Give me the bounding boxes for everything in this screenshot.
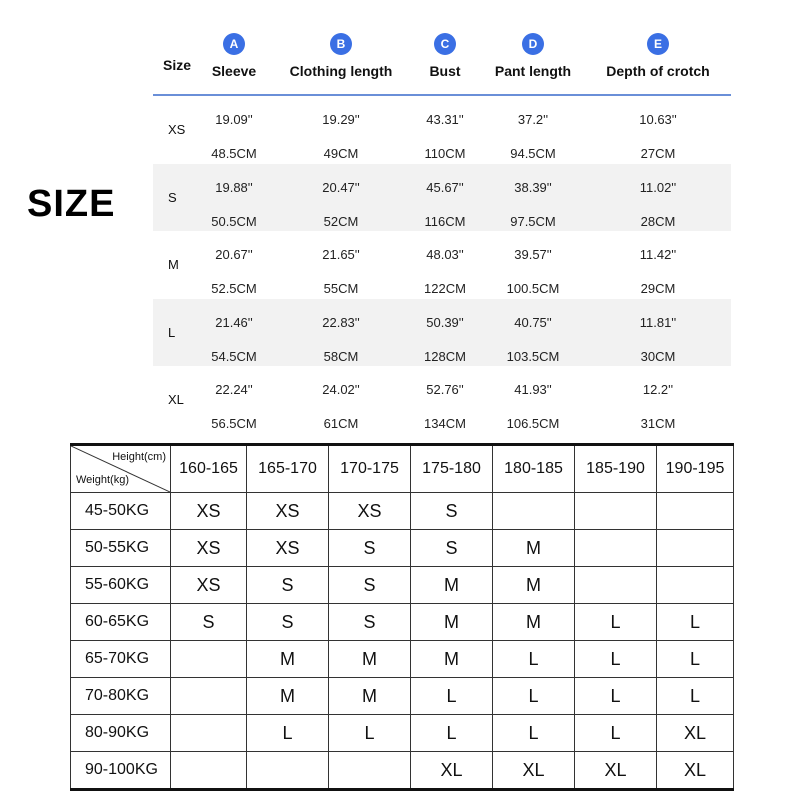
weight-range-label: 45-50KG [71,493,171,530]
size-recommendation-cell: S [329,530,411,567]
size-recommendation-cell: L [657,678,734,715]
size-recommendation-cell: M [411,604,493,641]
value-cm: 134CM [424,416,466,431]
fit-chart-row [71,641,734,678]
column-badge: E [647,33,669,55]
size-recommendation-cell [657,493,734,530]
value-inches: 39.57'' [514,247,552,262]
column-badge: B [330,33,352,55]
measurement-row [153,96,731,164]
size-recommendation-cell: M [493,604,575,641]
value-inches: 43.31'' [426,112,464,127]
row-size-label: S [168,189,177,205]
value-inches: 21.65'' [322,247,360,262]
fit-chart-corner [71,445,171,493]
size-recommendation-cell: S [171,604,247,641]
fit-chart-header-row [71,445,734,493]
value-cm: 48.5CM [211,146,257,161]
size-recommendation-cell: S [247,567,329,604]
size-recommendation-cell: XL [657,752,734,790]
value-cm: 58CM [323,348,359,364]
size-recommendation-cell: L [575,641,657,678]
size-recommendation-cell: L [575,715,657,752]
measurement-header [153,30,731,96]
size-recommendation-cell [493,493,575,530]
size-recommendation-cell: L [493,715,575,752]
size-recommendation-cell [171,752,247,790]
weight-range-label: 90-100KG [71,752,171,790]
size-recommendation-cell: M [411,641,493,678]
value-inches: 12.2'' [642,382,674,397]
value-cm: 27CM [640,146,676,161]
value-cm: 97.5CM [510,213,556,229]
weight-range-label: 60-65KG [71,604,171,641]
size-recommendation-cell: L [329,715,411,752]
value-cm: 106.5CM [506,416,560,431]
size-recommendation-cell: XL [575,752,657,790]
size-recommendation-cell [329,752,411,790]
column-header-0 [189,30,279,79]
height-range-header: 185-190 [575,445,657,493]
size-recommendation-cell: XS [171,493,247,530]
size-recommendation-cell: L [575,678,657,715]
fit-chart-row [71,530,734,567]
value-cm: 52CM [323,213,359,229]
value-inches: 21.46'' [215,314,253,330]
size-recommendation-cell: M [247,641,329,678]
height-axis-label: Height(cm) [112,451,166,463]
column-label: Depth of crotch [606,63,710,79]
column-badge: A [223,33,245,55]
fit-chart-row [71,493,734,530]
value-inches: 22.24'' [215,382,253,397]
value-inches: 19.29'' [322,112,360,127]
measurement-row [153,231,731,299]
column-header-3 [478,30,588,79]
size-recommendation-cell: XL [493,752,575,790]
height-range-header: 190-195 [657,445,734,493]
value-cm: 100.5CM [506,281,560,296]
size-recommendation-cell: M [493,530,575,567]
weight-range-label: 50-55KG [71,530,171,567]
value-inches: 38.39'' [514,179,552,195]
weight-range-label: 80-90KG [71,715,171,752]
value-cm: 110CM [424,146,466,161]
value-inches: 11.42'' [639,247,677,262]
value-inches: 20.67'' [215,247,253,262]
value-inches: 22.83'' [322,314,360,330]
height-range-header: 180-185 [493,445,575,493]
size-recommendation-cell [171,678,247,715]
size-recommendation-cell: L [493,678,575,715]
value-inches: 41.93'' [514,382,552,397]
size-recommendation-cell [575,493,657,530]
size-recommendation-cell: S [329,567,411,604]
size-recommendation-cell [171,715,247,752]
height-range-header: 170-175 [329,445,411,493]
value-inches: 45.67'' [426,179,464,195]
row-size-label: XS [168,122,186,137]
value-cm: 103.5CM [506,348,560,364]
size-recommendation-cell: XS [171,567,247,604]
measurement-body [153,96,731,434]
value-cm: 122CM [424,281,466,296]
column-badge: C [434,33,456,55]
value-cm: 61CM [323,416,359,431]
size-column-header: Size [163,57,192,73]
value-cm: 28CM [640,213,676,229]
weight-range-label: 55-60KG [71,567,171,604]
size-recommendation-cell [657,567,734,604]
value-inches: 50.39'' [426,314,464,330]
value-inches: 40.75'' [514,314,552,330]
measurement-row [153,366,731,434]
column-header-4 [588,30,728,79]
fit-chart-row [71,678,734,715]
value-inches: 19.09'' [215,112,253,127]
size-recommendation-cell: L [575,604,657,641]
size-recommendation-cell: S [411,530,493,567]
value-cm: 128CM [424,348,466,364]
size-recommendation-cell: M [411,567,493,604]
measurement-table [153,30,731,434]
measurement-row [153,299,731,367]
size-recommendation-cell: S [411,493,493,530]
measurement-row [153,164,731,232]
value-inches: 48.03'' [426,247,464,262]
value-inches: 20.47'' [322,179,360,195]
height-range-header: 175-180 [411,445,493,493]
size-recommendation-cell: XS [247,530,329,567]
size-recommendation-cell: XL [411,752,493,790]
height-range-header: 165-170 [247,445,329,493]
weight-range-label: 65-70KG [71,641,171,678]
size-recommendation-cell [247,752,329,790]
column-badge: D [522,33,544,55]
value-inches: 19.88'' [215,179,253,195]
value-inches: 11.02'' [639,179,677,195]
page-title: SIZE [27,183,116,225]
size-recommendation-cell: L [657,641,734,678]
size-recommendation-cell: L [247,715,329,752]
size-recommendation-cell [171,641,247,678]
size-recommendation-cell: M [329,641,411,678]
size-recommendation-cell: M [493,567,575,604]
weight-range-label: 70-80KG [71,678,171,715]
row-size-label: XL [168,392,184,407]
value-inches: 10.63'' [639,112,677,127]
fit-chart-row [71,752,734,790]
column-header-1 [276,30,406,79]
size-recommendation-cell: L [493,641,575,678]
size-recommendation-cell: L [657,604,734,641]
column-header-2 [410,30,480,79]
fit-chart-table [70,443,734,791]
size-recommendation-cell: XS [329,493,411,530]
fit-chart-row [71,567,734,604]
value-inches: 37.2'' [517,112,549,127]
value-inches: 24.02'' [322,382,360,397]
column-label: Clothing length [289,63,393,79]
value-cm: 116CM [424,213,466,229]
size-recommendation-cell: XS [247,493,329,530]
size-recommendation-cell: XS [171,530,247,567]
size-recommendation-cell [657,530,734,567]
value-cm: 56.5CM [211,416,257,431]
value-cm: 55CM [323,281,359,296]
size-recommendation-cell: L [411,678,493,715]
fit-chart-row [71,604,734,641]
height-range-header: 160-165 [171,445,247,493]
value-cm: 29CM [640,281,676,296]
value-cm: 50.5CM [211,213,257,229]
value-inches: 52.76'' [426,382,464,397]
value-cm: 30CM [640,348,676,364]
size-recommendation-cell: L [411,715,493,752]
row-size-label: M [168,257,179,272]
value-cm: 31CM [640,416,676,431]
weight-axis-label: Weight(kg) [76,474,129,486]
size-recommendation-cell [575,530,657,567]
size-recommendation-cell: S [247,604,329,641]
value-cm: 49CM [323,146,359,161]
column-label: Sleeve [211,63,257,79]
size-recommendation-cell: M [329,678,411,715]
size-recommendation-cell: S [329,604,411,641]
value-inches: 11.81'' [639,314,677,330]
value-cm: 94.5CM [510,146,556,161]
size-recommendation-cell: M [247,678,329,715]
column-label: Bust [429,63,461,79]
value-cm: 52.5CM [211,281,257,296]
row-size-label: L [168,324,176,340]
value-cm: 54.5CM [211,348,257,364]
size-recommendation-cell: XL [657,715,734,752]
fit-chart-row [71,715,734,752]
size-recommendation-cell [575,567,657,604]
fit-chart-body [71,493,734,790]
column-label: Pant length [494,63,572,79]
